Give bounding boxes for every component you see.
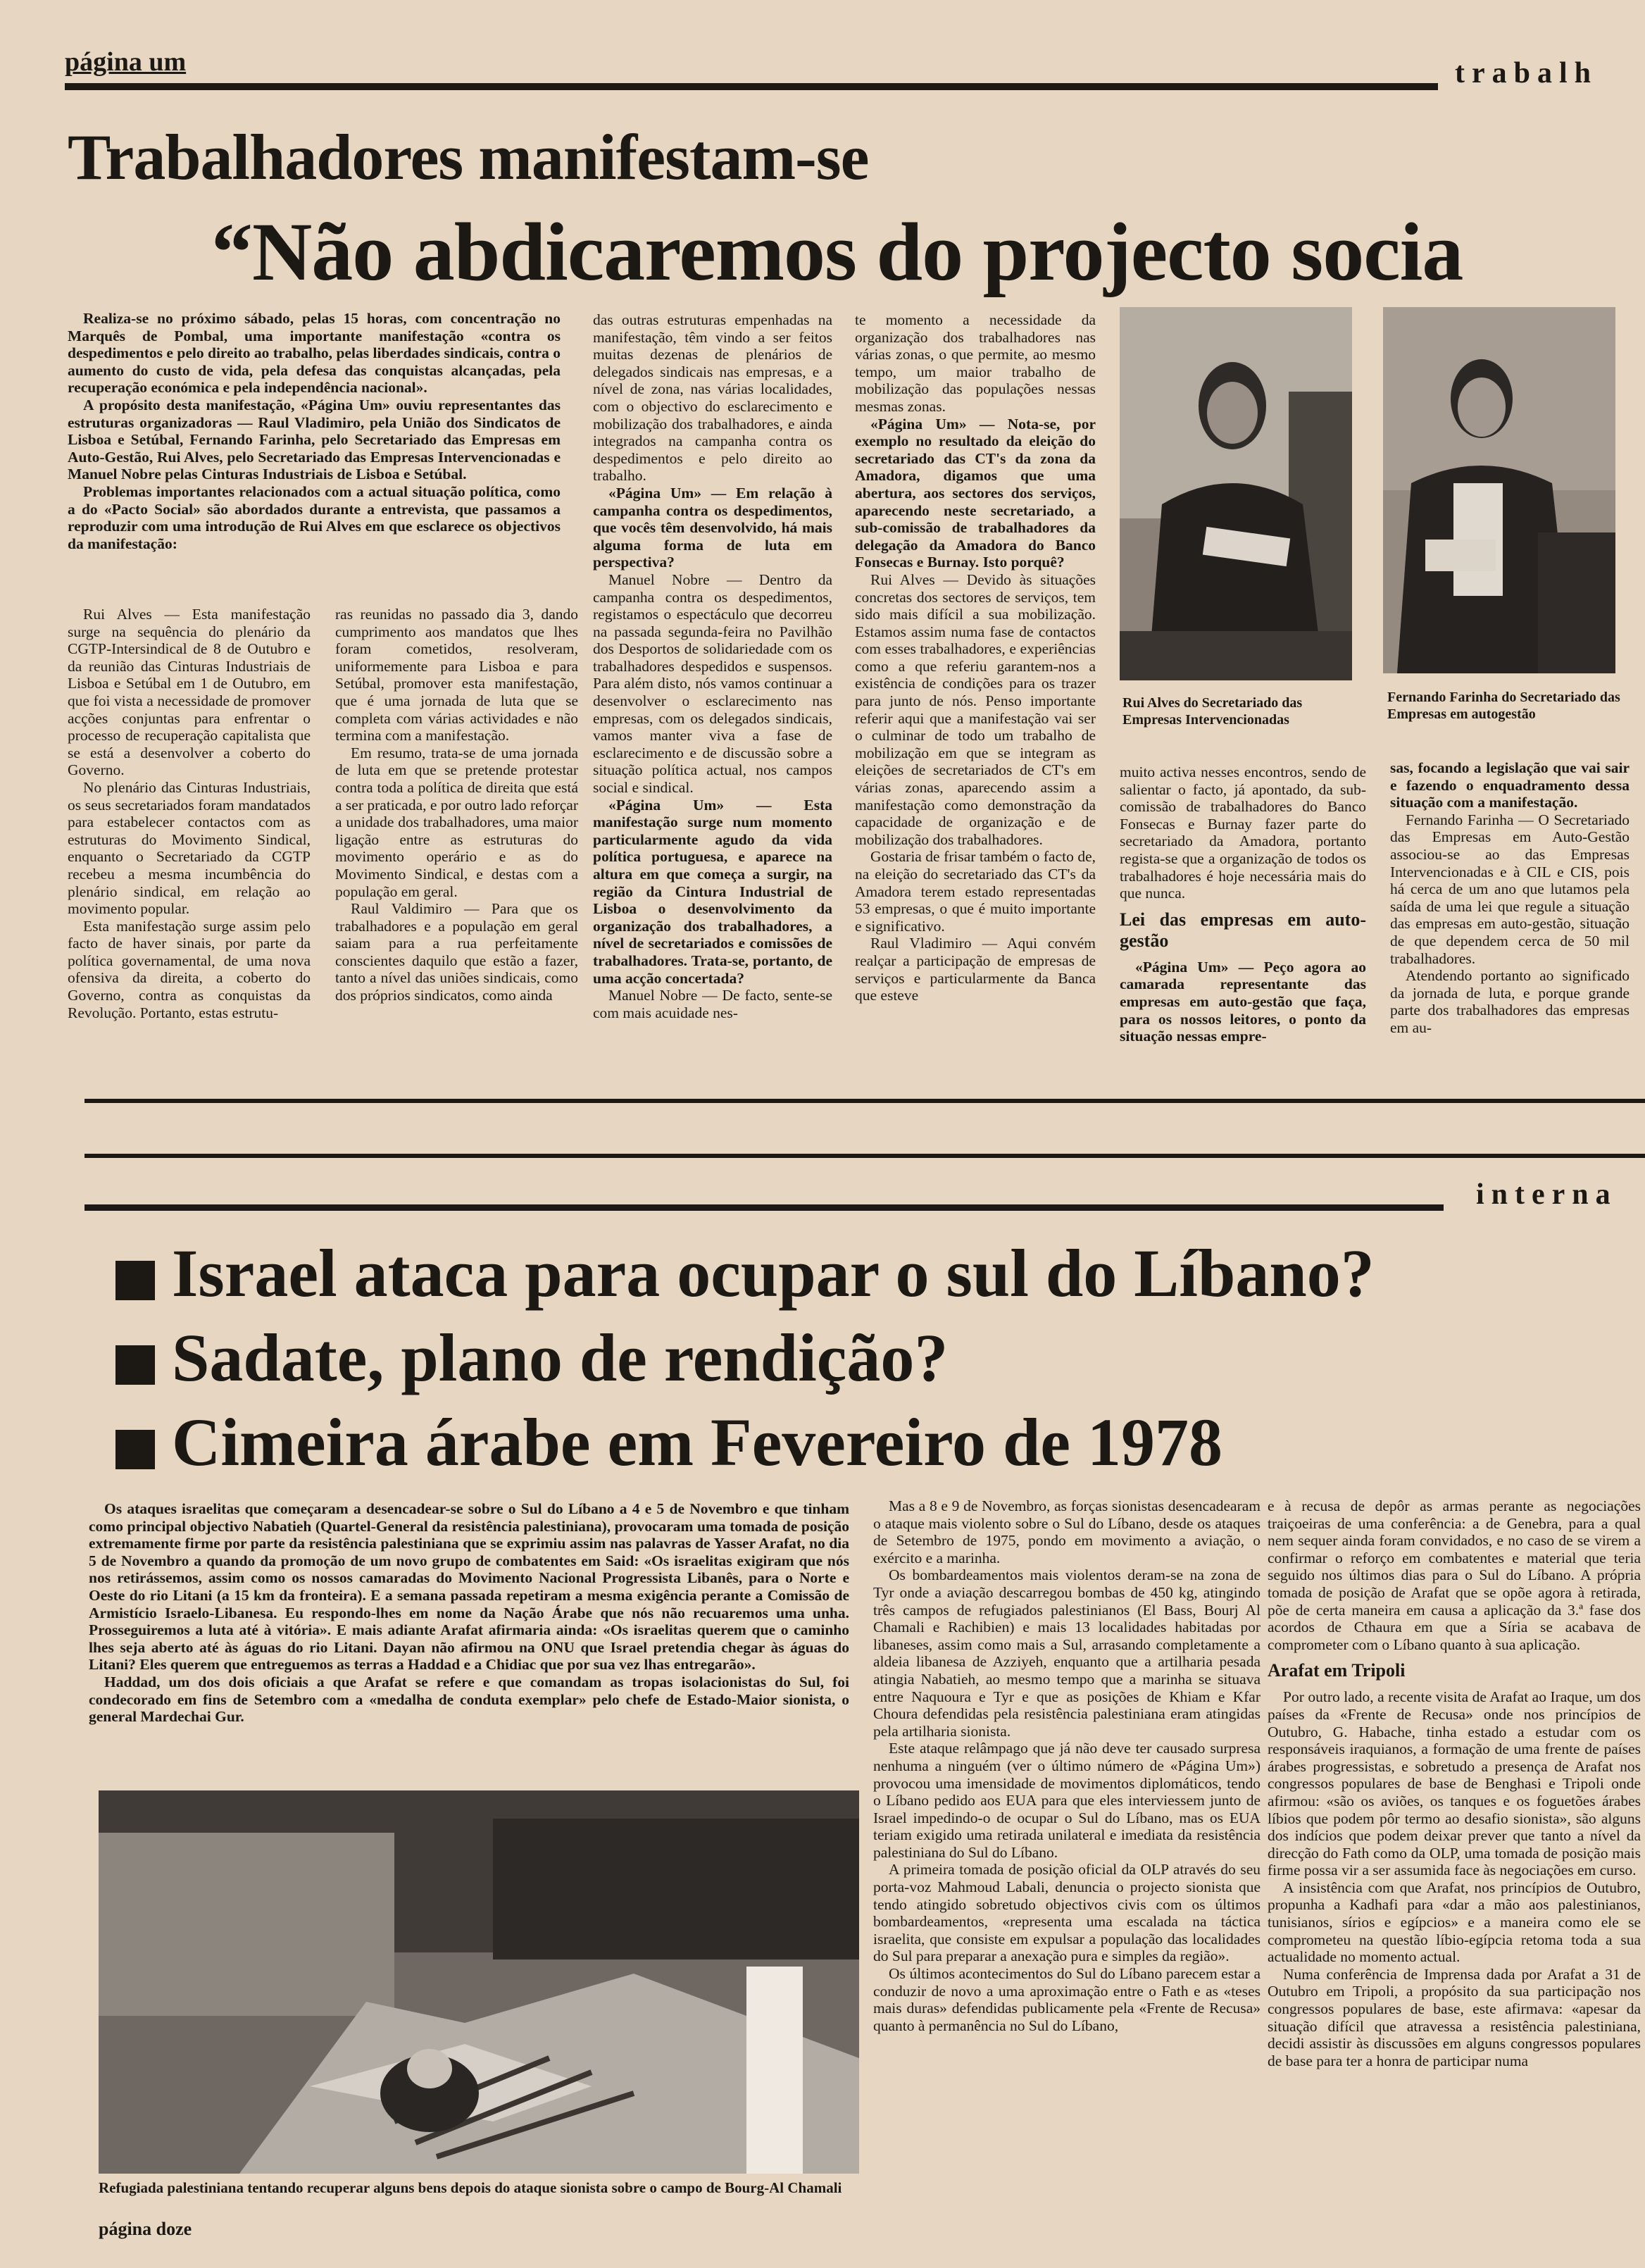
paragraph: A primeira tomada de posição oficial da OLP através do seu porta-voz Mahmoud Labali, denuncia o projecto sionista que tendo atingido sobretudo objectivos civis com os últimos bombardeamentos, «representa uma escalada na táctica israelita, que consiste em expulsar a população das localidades do Sul para preparar a anexação pura e simples da região». [873,1861,1261,1965]
photo-refugiada-palestiniana [99,1790,859,2174]
divider-rule [85,1154,1645,1158]
headline-sadate [115,1319,948,1397]
paragraph: Rui Alves — Esta manifestação surge na sequência do plenário da CGTP-Intersindical de 8 de Outubro e da reunião das Cinturas Industriais de Lisboa e Setúbal em 1 de Outubro, em que foi vista a necessidade de promover acções conjuntas para enfrentar o processo de recuperação capitalista que se está a desenvolver a coberto do Governo. [68,606,311,779]
paragraph: Esta manifestação surge assim pelo facto de haver sinais, por parte da política governamental, de uma nova ofensiva da direita, a coberto do Governo, contra as conquistas da Revolução. Portanto, estas estrutu- [68,917,311,1021]
paragraph: Raul Vladimiro — Aqui convém realçar a participação de empresas de serviços e particularmente da Banca que esteve [855,935,1096,1004]
subheading-lei-auto-gestao: Lei das empresas em auto-gestão [1120,909,1366,951]
bullet-square [115,1261,155,1300]
paragraph: muito activa nesses encontros, sendo de salientar o facto, já apontado, da sub-comissão de trabalhadores do Banco Fonsecas e Burnay fazer parte do secretariado da Amadora, portanto regista-se que a organização de todos os trabalhadores é hoje necessária mais do que nunca. [1120,764,1366,902]
headline-israel [115,1234,1375,1312]
page-label: página um [65,47,187,77]
subheadline-projecto-social: “Não abdicaremos do projecto socia [211,206,1463,298]
paragraph: e à recusa de depôr as armas perante as negociações traiçoeiras de uma conferência: a de Genebra, para a qual nem sequer ainda foram convidados, e no caso de se virem a confirmar o reforço em combatentes e material que teria seguido nos últimos dias para o Sul do Líbano. A própria tomada de posição de Arafat que se opõe agora à retirada, põe de certa maneira em causa a aplicação da 3.ª fase dos acordos de Cthaura em que a Síria se acabava de comprometer com o Líbano quanto à sua aplicação. [1268,1497,1641,1653]
question-paragraph: «Página Um» — Esta manifestação surge num momento particularmente agudo da vida política portuguesa, e aparece na altura em que começa a surgir, na região da Cintura Industrial de Lisboa o desenvolvimento da organização dos trabalhadores, a nível de secretariados e comissões de trabalhadores. Trata-se, portanto, de uma acção concertada? [593,796,832,987]
section-title-trabalho: trabalh [1455,57,1599,89]
article-column-4 [855,311,1096,1079]
paragraph: Gostaria de frisar também o facto de, na eleição do secretariado das CT's da Amadora terem estado representadas 53 empresas, o que é muito importante e significativo. [855,848,1096,935]
bullet-square [115,1345,155,1385]
paragraph: Este ataque relâmpago que já não deve ter causado surpresa nenhuma a ninguém (ver o último número de «Página Um») provocou uma imensidade de movimentos diplomáticos, tendo o Líbano pedido aos EUA para que eles interviessem junto de Israel impedindo-o de ocupar o Sul do Líbano, mas os EUA teriam exigido uma retirada unilateral e imediata da resistência palestiniana do Sul do Líbano. [873,1740,1261,1861]
paragraph: Numa conferência de Imprensa dada por Arafat a 31 de Outubro em Tripoli, a propósito da sua participação nos congressos populares de base, este afirmava: «apesar da situação difícil que atravessa a resistência palestiniana, decidi assistir às discussões em alguns congressos populares de base para ter a honra de participar numa [1268,1965,1641,2069]
page-footer: página doze [99,2219,192,2239]
paragraph: Em resumo, trata-se de uma jornada de luta em que se pretende protestar contra toda a política de direita que está a ser praticada, e por outro lado reforçar a unidade dos trabalhadores, uma maior ligação entre as estruturas do movimento operário e as do Movimento Sindical, e destas com a população em geral. [335,744,578,900]
question-paragraph: «Página Um» — Nota-se, por exemplo no resultado da eleição do secretariado das CT's da zona da Amadora, digamos que uma abertura, aos sectores dos serviços, aparecendo neste secretariado, a sub-comissão de trabalhadores da delegação da Amadora do Banco Fonsecas e Burnay. Isto porquê? [855,415,1096,571]
subheading-arafat-tripoli: Arafat em Tripoli [1268,1660,1406,1681]
headline-text: Israel ataca para ocupar o sul do Líbano? [172,1235,1375,1311]
intro-paragraph: Realiza-se no próximo sábado, pelas 15 horas, com concentração no Marquês de Pombal, uma importante manifestação «contra os despedimentos e pelo direito ao trabalho, pelas liberdades sindicais, contra o aumento do custo de vida, pela defesa das conquistas alcançadas, pela recuperação económica e pela independência nacional». [68,310,561,397]
paragraph: te momento a necessidade da organização dos trabalhadores nas várias zonas, o que permite, ao mesmo tempo, um maior trabalho de mobilização das populações nessas mesmas zonas. [855,311,1096,415]
paragraph: Os últimos acontecimentos do Sul do Líbano parecem estar a conduzir de novo a uma aproximação entre o Fath e as «teses mais duras» defendidas publicamente pela «Frente de Recusa» quanto à permanência no Sul do Líbano, [873,1965,1261,2034]
intro-paragraph: A propósito desta manifestação, «Página Um» ouviu representantes das estruturas organizadoras — Raul Vladimiro, pela União dos Sindicatos de Lisboa e Setúbal, Fernando Farinha, pelo Secretariado das Empresas em Auto-Gestão, Rui Alves, pelo Secretariado das Empresas Intervencionadas e Manuel Nobre pelas Cinturas Industriais de Lisboa e Setúbal. [68,396,561,483]
caption-fernando-farinha: Fernando Farinha do Secretariado das Empresas em autogestão [1387,690,1620,722]
headline-text: Cimeira árabe em Fevereiro de 1978 [172,1404,1222,1480]
question-paragraph: sas, focando a legislação que vai sair e fazendo o enquadramento dessa situação com a manifestação. [1390,759,1630,811]
paragraph: No plenário das Cinturas Industriais, os seus secretariados foram mandatados para estabelecer contactos com as estruturas do Movimento Sindical, enquanto o Secretariado da CGTP recebeu a mesma incumbência do plenário sindical, em relação ao movimento popular. [68,778,311,918]
photo-caption: Refugiada palestiniana tentando recuperar alguns bens depois do ataque sionista sobre o campo de Bourg-Al Chamali [99,2179,842,2196]
headline-cimeira [115,1403,1222,1481]
paragraph: Fernando Farinha — O Secretariado das Empresas em Auto-Gestão associou-se ao das Empresas Intervencionadas e à CIL e CIS, pois há cerca de um ano que lutamos pela saída de uma lei que regule a situação das empresas em auto-gestão, situação de que dependem cerca de 50 mil trabalhadores. [1390,811,1630,967]
article-column-5 [1120,764,1366,1080]
paragraph: A insistência com que Arafat, nos princípios de Outubro, propunha a Kadhafi para «dar a mão aos palestinianos, tunisianos, sírios e egípcios» e a maneira como ele se comprometeu na questão líbio-egípcia retoma toda a sua actualidade no momento actual. [1268,1878,1641,1966]
question-paragraph: «Página Um» — Peço agora ao camarada representante das empresas em auto-gestão que faça, para os nossos leitores, o ponto da situação nessas empre- [1120,958,1366,1045]
article-column-A [873,1497,1261,2244]
question-paragraph: «Página Um» — Em relação à campanha contra os despedimentos, que vocês têm desenvolvido, há mais alguma forma de luta em perspectiva? [593,484,832,571]
article-column-3 [593,311,832,1079]
paragraph: Manuel Nobre — De facto, sente-se com mais acuidade nes- [593,987,832,1021]
article-column-1 [68,606,311,1078]
section-title-internacional: interna [1476,1178,1618,1211]
article-column-6 [1390,759,1630,1076]
intro-text [68,310,561,552]
paragraph: Por outro lado, a recente visita de Arafat ao Iraque, um dos países da «Frente de Recusa» onde nos princípios de Outubro, G. Habache, tinha estado a estudar com os responsáveis iraquianos, a formação de uma frente de países árabes progressistas, e sobretudo a presença de Arafat nos congressos populares de base de Benghasi e Tripoli onde afirmou: «são os aviões, os tanques e os foguetões árabes líbios que podem pôr termo ao desafio sionista», são alguns dos indícios que podem deixar prever que tanto a nível da direcção do Fath como da OLP, uma tomada de posição mais firme possa vir a ser assumida face às negociações em curso. [1268,1688,1641,1879]
section-rule-internacional [85,1204,1444,1211]
paragraph: Manuel Nobre — Dentro da campanha contra os despedimentos, registamos o espectáculo que decorreu na passada segunda-feira no Pavilhão dos Desportos de solidariedade com os trabalhadores despedidos e suspensos. Para além disto, nós vamos continuar a desenvolver o esclarecimento nas empresas, com os delegados sindicais, vamos manter viva a fase de esclarecimento e de discussão sobre a situação política actual, nos campos social e sindical. [593,571,832,797]
article-column-B [1268,1497,1641,2244]
intro-paragraph: Problemas importantes relacionados com a actual situação política, como a do «Pacto Social» são abordados durante a entrevista, que passamos a reproduzir com uma introdução de Rui Alves em que esclarece os objectivos da manifestação: [68,482,561,552]
article-column-2 [335,606,578,1078]
caption-rui-alves: Rui Alves do Secretariado das Empresas Intervencionadas [1122,695,1303,728]
lede-paragraph: Os ataques israelitas que começaram a desencadear-se sobre o Sul do Líbano a 4 e 5 de Novembro e que tinham como principal objectivo Nabatieh (Quartel-General da resistência palestiniana), provocaram uma tomada de posição extremamente firme por parte da resistência palestiniana que se exprimiu assim nas palavras de Yasser Arafat, no dia 5 de Novembro a quando da promoção de um novo grupo de combatentes em Said: «Os israelitas exigiram que nós nos retirássemos, assim como os nossos camaradas do Movimento Nacional Progressista Libanês, para o Norte e Oeste do rio Litani (a 15 km da fronteira). E a semana passada repetiram a mesma exigência perante a Comissão de Armistício Israelo-Libanesa. Eu respondo-lhes em nome da Nação Árabe que nós não recuaremos uma unha. Prosseguiremos a luta até à vitória». E mais adiante Arafat afirmaria ainda: «Os israelitas querem que o caminho lhes seja aberto até às águas do rio Litani. Dayan não afirmou na ONU que Israel pretendia chegar às águas do Litani? Eles querem que entreguemos as terras a Haddad e a Chidiac que por sua vez lhas entregarão». [89,1500,849,1674]
paragraph: Rui Alves — Devido às situações concretas dos sectores de serviços, tem sido mais difícil a sua mobilização. Estamos assim numa fase de contactos com esses trabalhadores, e experiências como a que referiu garantem-nos a existência de condições para os trazer para junto de nós. Penso importante referir aqui que a manifestação vai ser o culminar de todo um trabalho de mobilização em que se integram as eleições de secretariados de CT's em várias zonas, aparecendo assim a manifestação como demonstração da capacidade de organização e de mobilização dos trabalhadores. [855,571,1096,848]
photo-rui-alves [1120,307,1352,680]
headline-text: Sadate, plano de rendição? [172,1320,949,1395]
paragraph: das outras estruturas empenhadas na manifestação, têm vindo a ser feitos muitas dezenas de plenários de delegados sindicais nas empresas, e a nível de zona, nas várias localidades, com o objectivo do esclarecimento e mobilização dos trabalhadores, e ainda integrados na campanha contra os despedimentos e pelo direito ao trabalho. [593,311,832,485]
paragraph: ras reunidas no passado dia 3, dando cumprimento aos mandatos que lhes foram cometidos, resolveram, uniformemente para Lisboa e para Setúbal, promover esta manifestação, que é uma jornada de luta que se completa com várias actividades e não termina com a manifestação. [335,606,578,744]
paragraph: Atendendo portanto ao significado da jornada de luta, e porque grande parte dos trabalhadores das empresas em au- [1390,967,1630,1036]
photo-fernando-farinha [1383,307,1615,673]
paragraph: Raul Valdimiro — Para que os trabalhadores e a população em geral saiam para a rua perfeitamente conscientes daquilo que estão a fazer, tanto a nível das uniões sindicais, como dos próprios sindicatos, como ainda [335,900,578,1004]
paragraph: Os bombardeamentos mais violentos deram-se na zona de Tyr onde a aviação descarregou bombas de 450 kg, atingindo três campos de refugiados palestinianos (El Bass, Bourj Al Chamali e Rachibien) e mais 13 localidades habitadas por libaneses, assim como mais a Sul, arrasando completamente a aldeia libanesa de Azziyeh, enquanto que a artilharia pesada atingia Nabatieh, ao mesmo tempo que a marinha se situava entre Naquoura e Tyr e que as posições de Khiam e Kfar Choura defendidas pela resistência palestiniana eram atingidas pela artilharia sionista. [873,1566,1261,1740]
paragraph: Mas a 8 e 9 de Novembro, as forças sionistas desencadearam o ataque mais violento sobre o Sul do Líbano, desde os ataques de Setembro de 1975, pondo em movimento a aviação, o exército e a marinha. [873,1497,1261,1566]
lede-text [89,1500,849,1726]
lede-paragraph: Haddad, um dos dois oficiais a que Arafat se refere e que comandam as tropas isolacionistas do Sul, foi condecorado em fins de Setembro com a «medalha de conduta exemplar» pelo chefe de Estado-Maior sionista, o general Mardechai Gur. [89,1673,849,1726]
divider-rule [85,1099,1645,1103]
headline-trabalhadores: Trabalhadores manifestam-se [68,121,869,193]
section-rule-top [65,83,1438,90]
bullet-square [115,1430,155,1469]
